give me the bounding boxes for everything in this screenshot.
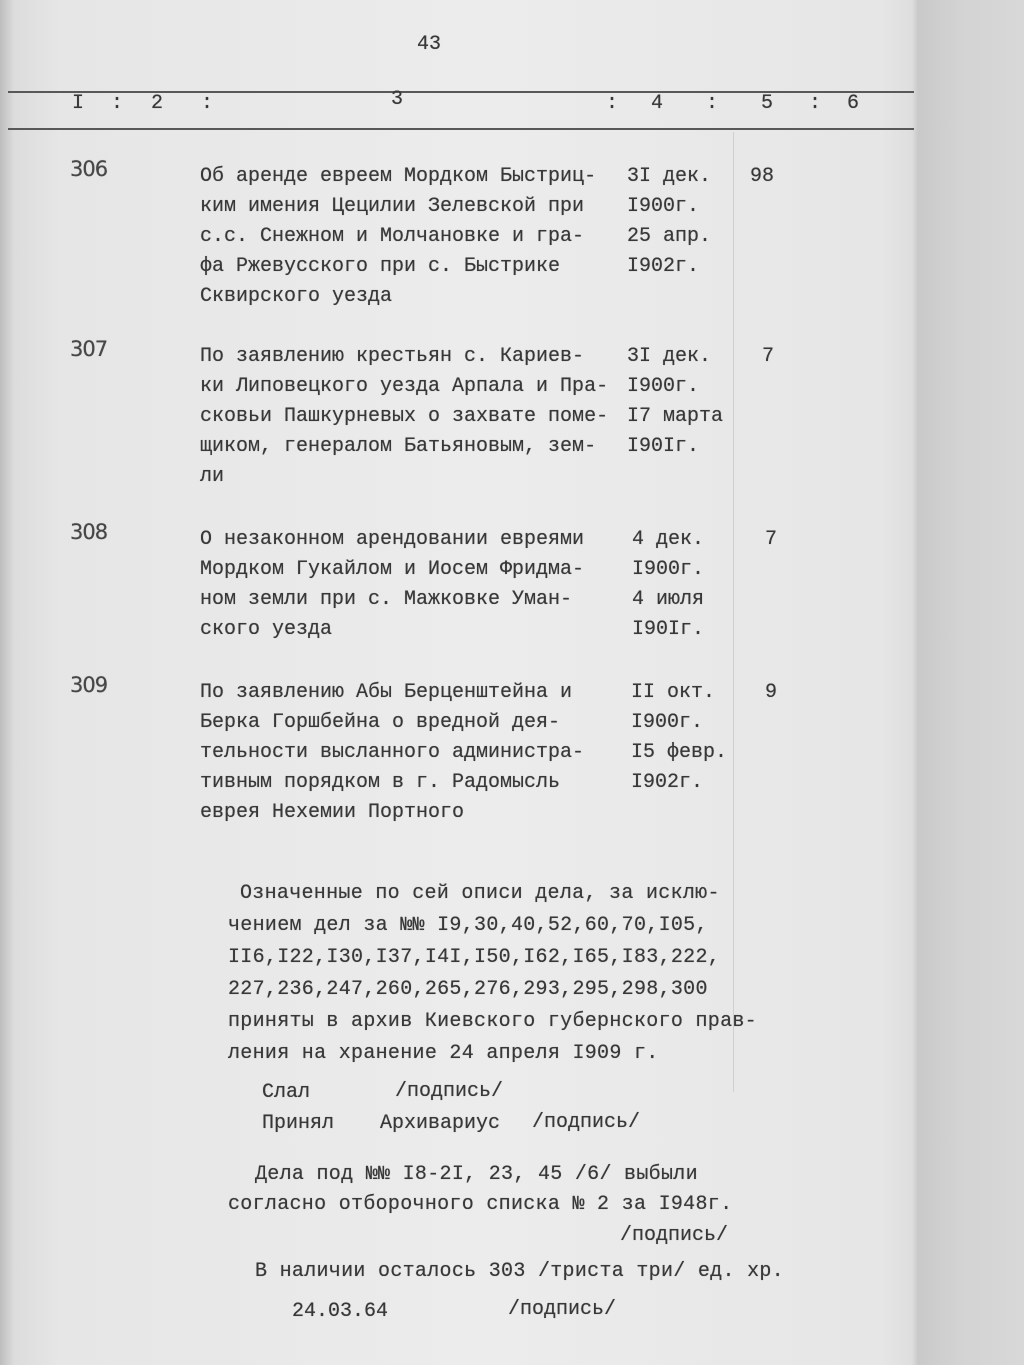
closing-note-line: II6,I22,I30,I37,I4I,I50,I62,I65,I83,222, [228, 946, 721, 969]
header-column-2: 2 [151, 92, 164, 115]
description-line: сковьи Пашкурневых о захвате поме- [200, 405, 609, 428]
closing-note-line: ления на хранение 24 апреля I909 г. [228, 1042, 659, 1065]
closing-note-line: чением дел за №№ I9,30,40,52,60,70,I05, [228, 914, 708, 937]
date-line: I900г. [627, 195, 700, 218]
description-line: Сквирского уезда [200, 285, 393, 308]
date-line: 25 апр. [627, 225, 712, 248]
description-line: Об аренде евреем Мордком Быстриц- [200, 165, 597, 188]
date-line: I7 марта [627, 405, 724, 428]
entry-number: 306 [70, 157, 108, 181]
received-signature: /подпись/ [532, 1111, 641, 1134]
entry-sheet-count: 7 [762, 345, 775, 368]
entry-description [200, 162, 596, 312]
entry-sheet-count: 7 [765, 528, 778, 551]
header-separator: : [111, 92, 124, 115]
disposal-note-line: Дела под №№ I8-2I, 23, 45 /6/ выбыли [255, 1163, 698, 1186]
date-line: II окт. [631, 681, 716, 704]
description-line: Берка Горшбейна о вредной дея- [200, 711, 561, 734]
header-bottom-rule [8, 128, 914, 130]
entry-dates [631, 678, 727, 798]
description-line: ли [200, 465, 225, 488]
closing-note [228, 878, 757, 1070]
description-line: еврея Нехемии Портного [200, 801, 465, 824]
header-top-rule [8, 91, 914, 93]
remaining-note: В наличии осталось 303 /триста три/ ед. хр. [255, 1260, 784, 1283]
description-line: По заявлению крестьян с. Кариев- [200, 345, 585, 368]
entry-description [200, 678, 584, 828]
date-line: 3I дек. [627, 345, 712, 368]
final-date: 24.03.64 [292, 1300, 389, 1323]
header-column-3: 3 [391, 88, 404, 111]
description-line: О незаконном арендовании евреями [200, 528, 585, 551]
description-line: тельности высланного администра- [200, 741, 585, 764]
description-line: тивным порядком в г. Радомысль [200, 771, 561, 794]
entry-dates [627, 342, 723, 462]
sent-signature: /подпись/ [395, 1080, 504, 1103]
header-separator: : [606, 92, 619, 115]
date-line: I900г. [632, 558, 705, 581]
disposal-note-line: согласно отборочного списка № 2 за I948г. [228, 1193, 733, 1216]
description-line: По заявлению Абы Берценштейна и [200, 681, 573, 704]
description-line: ким имения Цецилии Зелевской при [200, 195, 585, 218]
entry-number: 309 [70, 673, 108, 697]
header-separator: : [201, 92, 214, 115]
description-line: ном земли при с. Мажковке Уман- [200, 588, 573, 611]
entry-number: 307 [70, 337, 108, 361]
inventory-entry [0, 157, 920, 322]
entry-sheet-count: 9 [765, 681, 778, 704]
description-line: ского уезда [200, 618, 333, 641]
date-line: I902г. [627, 255, 700, 278]
page-number: 43 [417, 33, 442, 56]
header-column-4: 4 [651, 92, 664, 115]
header-separator: : [809, 92, 822, 115]
date-line: 4 июля [632, 588, 705, 611]
header-column-6: 6 [847, 92, 860, 115]
inventory-entry [0, 673, 920, 838]
disposal-signature: /подпись/ [620, 1224, 729, 1247]
date-line: I5 февр. [631, 741, 728, 764]
date-line: I902г. [631, 771, 704, 794]
date-line: I900г. [627, 375, 700, 398]
received-title: Архивариус [380, 1112, 501, 1135]
description-line: фа Ржевусского при с. Быстрике [200, 255, 561, 278]
header-separator: : [706, 92, 719, 115]
sent-label: Слал [262, 1081, 311, 1104]
date-line: 4 дек. [632, 528, 705, 551]
received-label: Принял [262, 1112, 335, 1135]
entry-number: 308 [70, 520, 108, 544]
final-signature: /подпись/ [508, 1298, 617, 1321]
description-line: с.с. Снежном и Молчановке и гра- [200, 225, 585, 248]
inventory-entry [0, 337, 920, 502]
date-line: I90Iг. [627, 435, 700, 458]
closing-note-line: Означенные по сей описи дела, за исклю- [240, 882, 720, 905]
closing-note-line: 227,236,247,260,265,276,293,295,298,300 [228, 978, 708, 1001]
header-column-1: I [72, 92, 85, 115]
entry-dates [627, 162, 711, 282]
date-line: I900г. [631, 711, 704, 734]
description-line: ки Липовецкого уезда Арпала и Пра- [200, 375, 609, 398]
description-line: Мордком Гукайлом и Иосем Фридма- [200, 558, 585, 581]
entry-dates [632, 525, 704, 645]
entry-description [200, 342, 608, 492]
date-line: 3I дек. [627, 165, 712, 188]
entry-sheet-count: 98 [750, 165, 775, 188]
inventory-entry [0, 520, 920, 685]
closing-note-line: приняты в архив Киевского губернского прав- [228, 1010, 757, 1033]
entry-description [200, 525, 584, 645]
header-column-5: 5 [761, 92, 774, 115]
date-line: I90Iг. [632, 618, 705, 641]
description-line: щиком, генералом Батьяновым, зем- [200, 435, 597, 458]
